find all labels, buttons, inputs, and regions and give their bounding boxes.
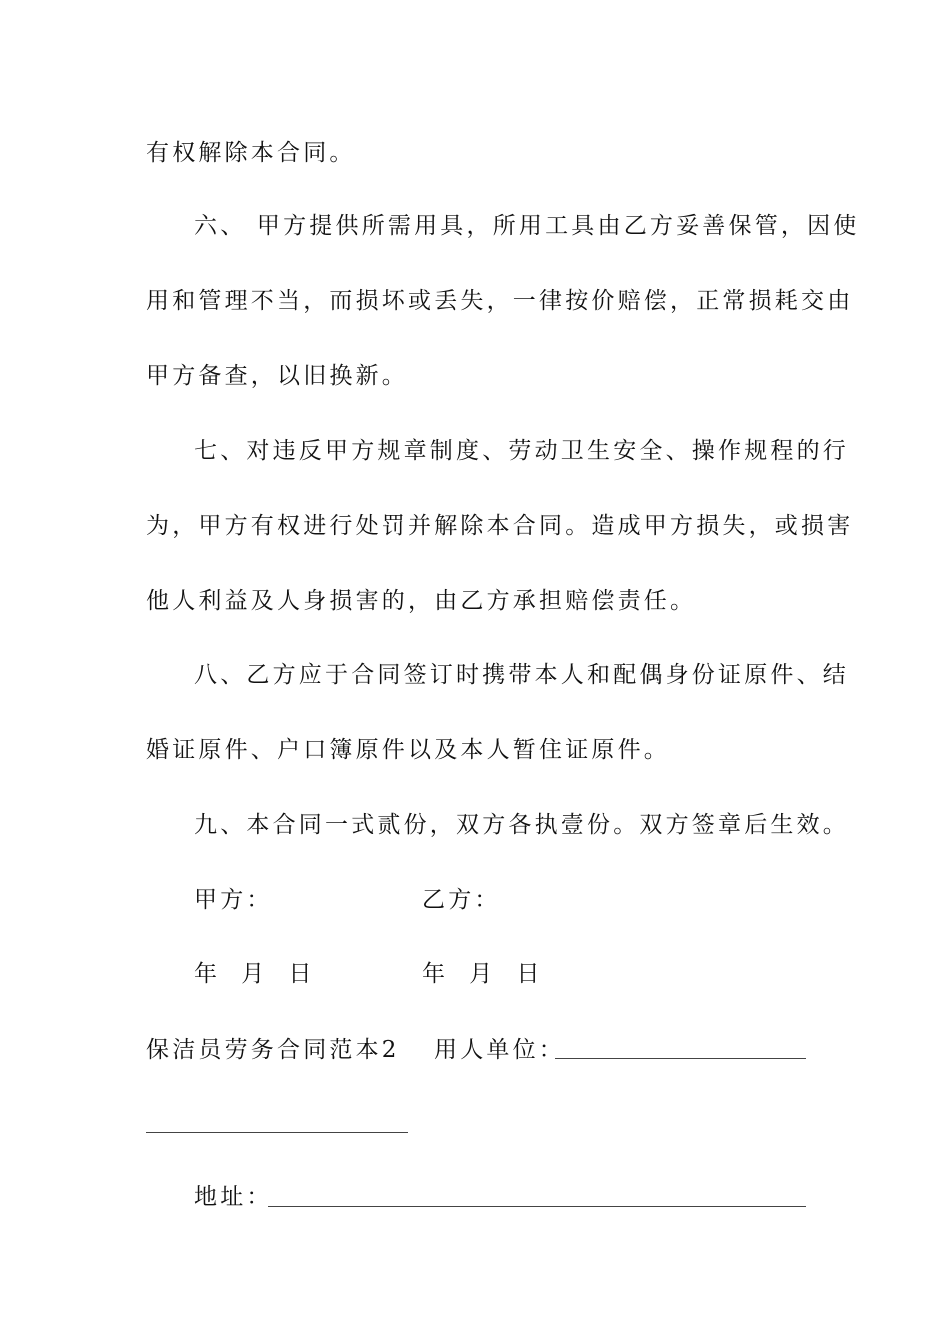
paragraph-6-line-3: 甲方备查，以旧换新。 [146, 363, 408, 389]
paragraph-8-line-2: 婚证原件、户口簿原件以及本人暂住证原件。 [146, 737, 670, 763]
paragraph-7-line-2: 为，甲方有权进行处罚并解除本合同。造成甲方损失，或损害 [146, 513, 854, 539]
employer-label: 用人单位： [434, 1037, 565, 1063]
paragraph-7-line-3: 他人利益及人身损害的，由乙方承担赔偿责任。 [146, 588, 697, 614]
paragraph-7-line-1: 七、对违反甲方规章制度、劳动卫生安全、操作规程的行 [194, 438, 849, 464]
address-label: 地址： [194, 1184, 273, 1210]
party-a-date: 年 月 日 [194, 961, 315, 987]
paragraph-6-line-2: 用和管理不当，而损坏或丢失，一律按价赔偿，正常损耗交由 [146, 288, 854, 314]
paragraph-6-line-1: 六、 甲方提供所需用具，所用工具由乙方妥善保管，因使 [194, 213, 860, 239]
sample-2-title: 保洁员劳务合同范本2 [146, 1037, 400, 1063]
employer-blank-line-continued [146, 1132, 408, 1133]
paragraph-9: 九、本合同一式贰份，双方各执壹份。双方签章后生效。 [194, 812, 849, 838]
party-b-label: 乙方： [422, 887, 501, 913]
party-b-date: 年 月 日 [422, 961, 543, 987]
employer-blank-line [555, 1058, 806, 1059]
party-a-label: 甲方： [194, 887, 273, 913]
paragraph-5-end: 有权解除本合同。 [146, 140, 356, 166]
address-blank-line [268, 1206, 806, 1207]
paragraph-8-line-1: 八、乙方应于合同签订时携带本人和配偶身份证原件、结 [194, 662, 849, 688]
